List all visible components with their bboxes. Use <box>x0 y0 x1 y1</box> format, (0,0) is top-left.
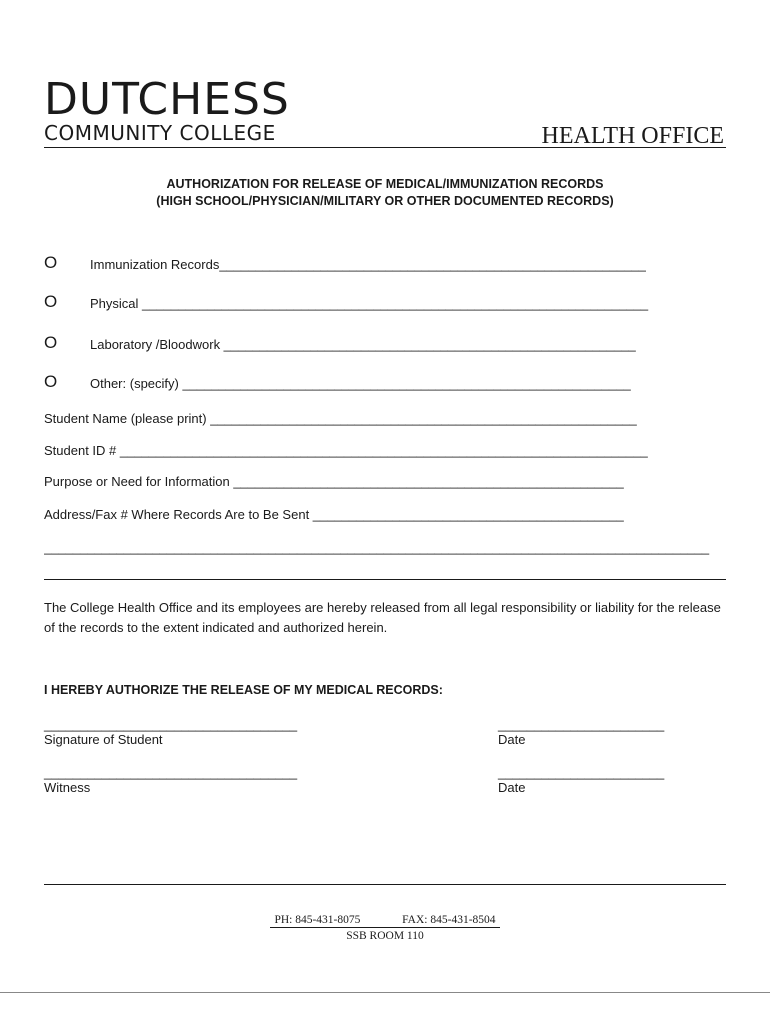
signature-line[interactable]: ___________________________________ <box>44 717 298 732</box>
header-divider <box>44 147 726 148</box>
authorize-heading: I HEREBY AUTHORIZE THE RELEASE OF MY MEDICAL RECORDS: <box>44 683 443 697</box>
physical-field[interactable]: Physical ______________________________________________________________________ <box>90 296 649 311</box>
form-title-line2: (HIGH SCHOOL/PHYSICIAN/MILITARY OR OTHER DOCUMENTED RECORDS) <box>156 194 614 208</box>
page-bottom-edge <box>0 992 770 993</box>
fax-number: FAX: 845-431-8504 <box>402 914 496 926</box>
date-label-1: Date <box>498 732 526 747</box>
form-title-line1: AUTHORIZATION FOR RELEASE OF MEDICAL/IMMUNIZATION RECORDS <box>166 177 604 191</box>
footer-divider <box>44 884 726 885</box>
other-specify-field[interactable]: Other: (specify) ______________________________________________________________ <box>90 376 631 391</box>
witness-label: Witness <box>44 780 91 795</box>
phone-number: PH: 845-431-8075 <box>274 914 361 926</box>
date-line-2[interactable]: _______________________ <box>498 765 665 780</box>
address-fax-field[interactable]: Address/Fax # Where Records Are to Be Sent ___________________________________________ <box>44 507 624 522</box>
college-logo-name: DUTCHESS <box>44 74 290 125</box>
date-line-1[interactable]: _______________________ <box>498 717 665 732</box>
purpose-field[interactable]: Purpose or Need for Information ______________________________________________________ <box>44 474 624 489</box>
immunization-option-radio[interactable]: O <box>44 253 58 272</box>
laboratory-option-radio[interactable]: O <box>44 333 58 352</box>
contact-line <box>0 913 770 928</box>
witness-line[interactable]: ___________________________________ <box>44 765 298 780</box>
other-option-radio[interactable]: O <box>44 372 58 391</box>
section-divider <box>44 579 726 580</box>
laboratory-bloodwork-field[interactable]: Laboratory /Bloodwork _________________________________________________________ <box>90 337 636 352</box>
office-title: HEALTH OFFICE <box>541 123 724 149</box>
office-room: SSB ROOM 110 <box>346 930 424 942</box>
address-continuation-line[interactable]: ____________________________________________________________________________________________ <box>44 540 710 555</box>
student-id-field[interactable]: Student ID # _________________________________________________________________________ <box>44 443 648 458</box>
date-label-2: Date <box>498 780 526 795</box>
college-logo-subtitle: COMMUNITY COLLEGE <box>44 121 276 145</box>
release-statement: The College Health Office and its employees are hereby released from all legal responsibility or liability for the release of the records to the extent indicated and authorized herein. <box>44 600 721 635</box>
student-name-field[interactable]: Student Name (please print) ___________________________________________________________ <box>44 411 637 426</box>
signature-label: Signature of Student <box>44 732 163 747</box>
physical-option-radio[interactable]: O <box>44 292 58 311</box>
immunization-records-field[interactable]: Immunization Records___________________________________________________________ <box>90 257 646 272</box>
